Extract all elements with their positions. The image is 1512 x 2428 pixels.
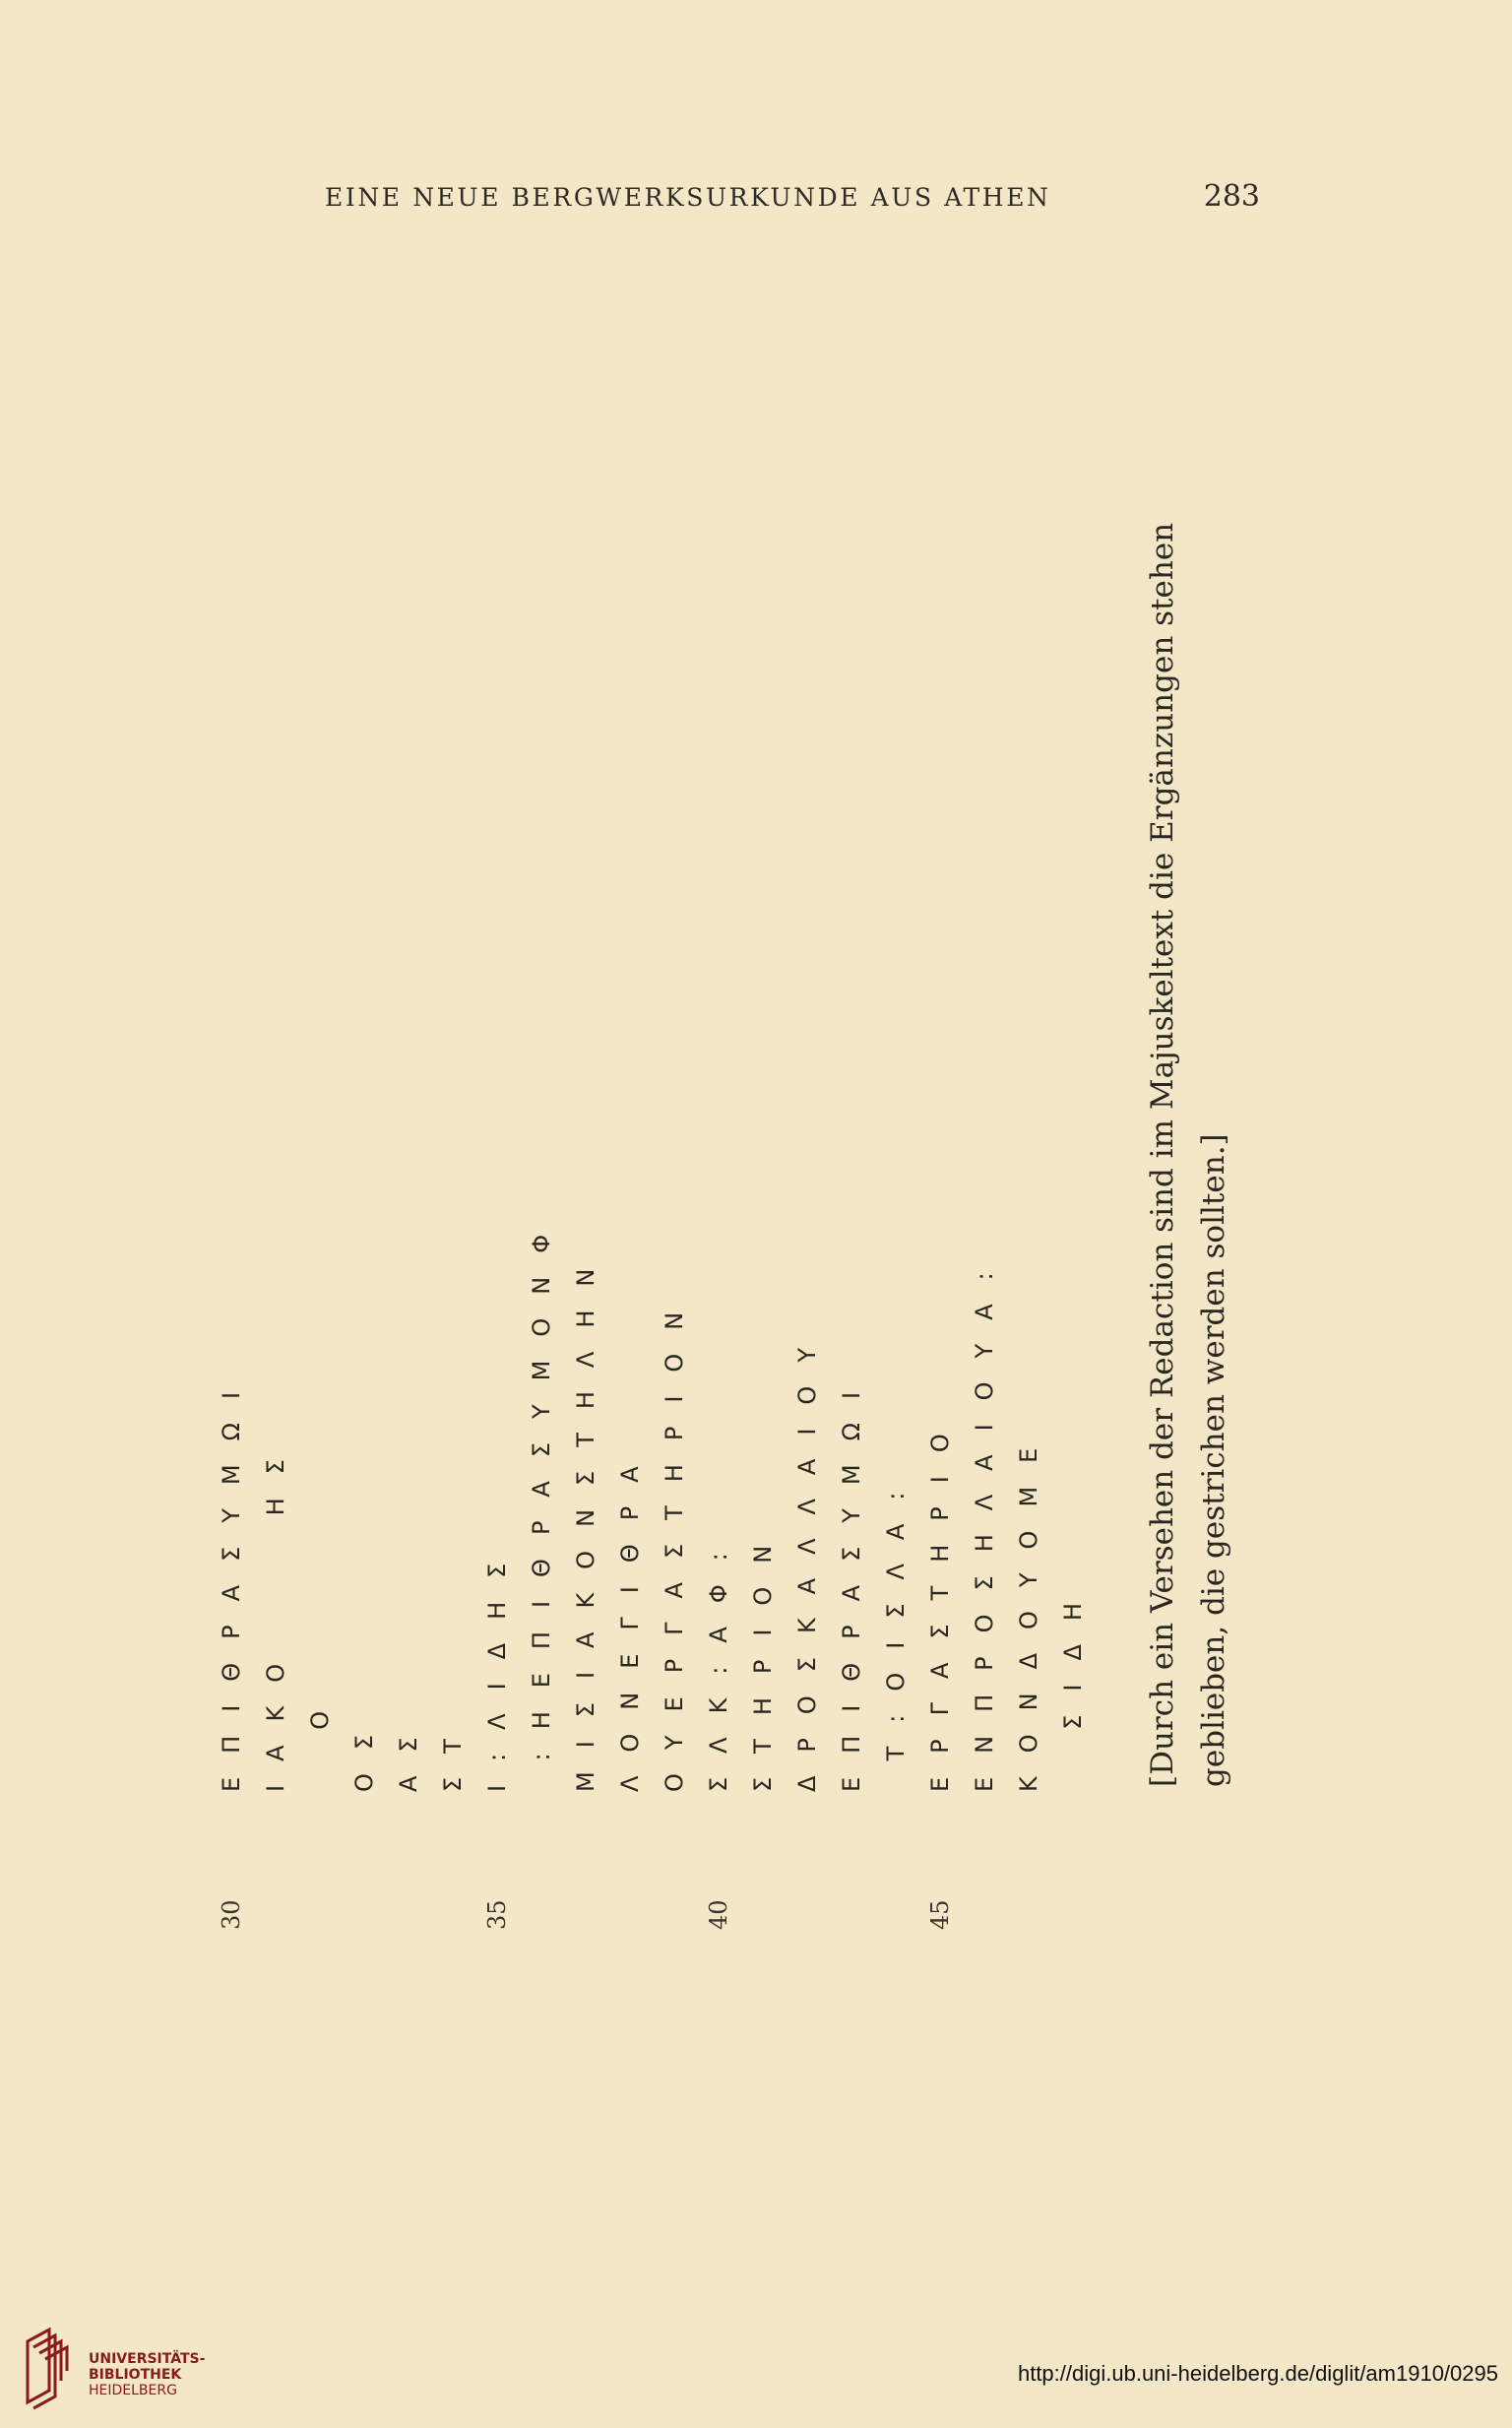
inscription-text: Τ:ΟΙΣΛΑ: (882, 1468, 910, 1792)
inscription-text: ΚΟΝΔΟΥΟΜΕ (1015, 1424, 1042, 1792)
inscription-line (300, 1688, 340, 1930)
inscription-line (433, 1715, 472, 1930)
library-name-line3: HEIDELBERG (89, 2383, 177, 2398)
line-number: 35 (483, 1899, 511, 1930)
inscription-line (655, 1289, 694, 1930)
line-number: 30 (218, 1899, 245, 1930)
inscription-line (920, 1410, 960, 1930)
inscription-text: ΛΟΝΕΓΙΘΡΑ (616, 1442, 644, 1792)
inscription-line (876, 1469, 915, 1930)
inscription-text: ΕΝΠΡΟΣΗΛΑΙΟΥΑ: (971, 1248, 998, 1792)
inscription-text: ΕΠΙΘΡΑΣΥΜΩΙ (838, 1368, 865, 1792)
inscription-text: ΜΙΣΙΑΚΟΝΣΤΗΛΗΝ (572, 1245, 599, 1792)
inscription-text: ΟΥΕΡΓΑΣΤΗΡΙΟΝ (661, 1288, 688, 1792)
running-header (325, 179, 1260, 219)
inscription-text: ΣΤΗΡΙΟΝ (749, 1521, 777, 1792)
inscription-text: ΟΣ (350, 1710, 378, 1792)
inscription-text: ΙΑΚΟ ΗΣ (262, 1436, 289, 1792)
inscription-text: Ι:ΛΙΔΗΣ (483, 1539, 511, 1792)
inscription-line (788, 1324, 827, 1930)
inscription-line (345, 1711, 384, 1930)
inscription-line (212, 1369, 251, 1930)
rotated-content (192, 394, 1275, 1930)
inscription-text: ΕΠΙΘΡΑΣΥΜΩΙ (218, 1368, 245, 1792)
inscription-line (1009, 1425, 1048, 1930)
inscription-line (832, 1369, 871, 1930)
inscription-line (1053, 1579, 1093, 1930)
inscription-text: ΔΡΟΣΚΑΛΛΑΙΟΥ (793, 1324, 821, 1792)
inscription-text: ΑΣ (395, 1713, 422, 1792)
inscription-text: ΣΙΔΗ (1059, 1579, 1087, 1792)
line-number: 40 (705, 1899, 732, 1930)
inscription-line (699, 1529, 738, 1930)
running-title: EINE NEUE BERGWERKSURKUNDE AUS ATHEN (325, 183, 1051, 212)
inscription-text: ΕΡΓΑΣΤΗΡΙΟ (926, 1410, 954, 1792)
page-number: 283 (1203, 179, 1260, 214)
inscription-line (610, 1442, 650, 1930)
library-name-line2: BIBLIOTHEK (89, 2367, 182, 2383)
library-name (89, 2351, 205, 2398)
editorial-note: [Durch ein Versehen der Redaction sind im Majuskeltext die Ergänzungen stehen geblieben, die gestrichen werden sollten.] (1145, 522, 1231, 1787)
inscription-line (256, 1436, 295, 1930)
inscription-text: Ο (306, 1687, 334, 1792)
line-number: 45 (926, 1899, 954, 1930)
inscription-text: ΣΛΚ:ΑΦ: (705, 1529, 732, 1792)
inscription-line (965, 1248, 1004, 1930)
inscription-line (477, 1540, 517, 1930)
inscription-line (566, 1246, 605, 1930)
inscription-text: :ΗΕΠΙΘΡΑΣΥΜΟΝΦ (528, 1210, 555, 1792)
library-logo-icon (20, 2322, 79, 2410)
source-url-link[interactable]: http://digi.ub.uni-heidelberg.de/diglit/am1910/0295 (1017, 2361, 1498, 2386)
inscription-line (743, 1522, 783, 1930)
inscription-text: ΣΤ (439, 1715, 467, 1792)
library-name-line1: UNIVERSITÄTS- (89, 2351, 206, 2367)
inscription-line (522, 1211, 561, 1930)
inscription-line (389, 1713, 428, 1930)
